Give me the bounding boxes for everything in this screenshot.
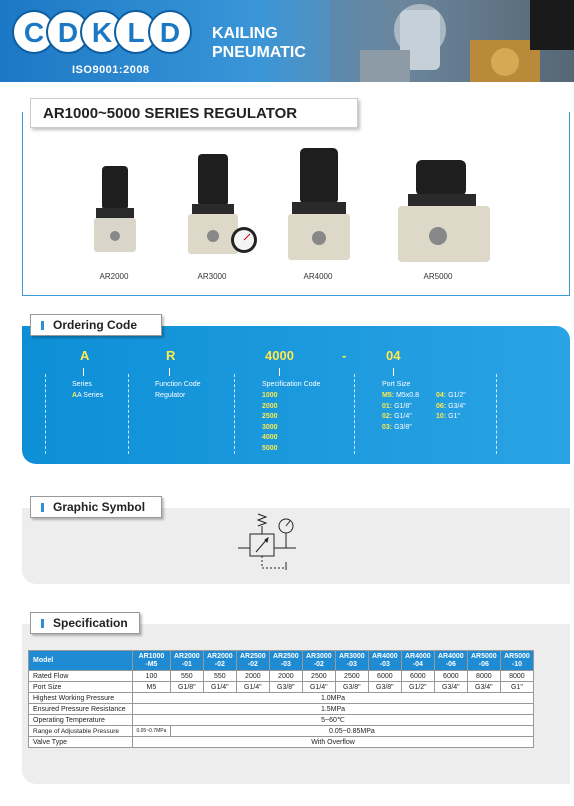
company-logo — [8, 6, 198, 58]
table-row — [29, 715, 534, 726]
model-cell: AR4000 -03 — [368, 651, 401, 671]
graphic-symbol-heading: Graphic Symbol — [53, 500, 146, 514]
port-option: 01: G1/8" — [382, 402, 412, 410]
series-value: AA Series — [72, 392, 104, 399]
function-heading: Function Code — [155, 381, 201, 388]
section-marker-icon — [41, 503, 44, 512]
table-cell: 100 — [133, 671, 171, 682]
iso-certification: ISO9001:2008 — [72, 64, 150, 76]
table-row — [29, 704, 534, 715]
model-cell: AR2500 -03 — [269, 651, 302, 671]
row-label: Ensured Pressure Resistance — [29, 704, 133, 715]
page-header — [0, 0, 574, 82]
spec-values — [262, 391, 278, 454]
table-cell: 8000 — [500, 671, 533, 682]
ordering-code-panel — [22, 326, 570, 464]
svg-text:D: D — [57, 17, 79, 48]
table-cell: 2500 — [302, 671, 335, 682]
table-cell: 2500 — [335, 671, 368, 682]
ordering-code-tab — [30, 314, 162, 336]
table-cell: G3/4" — [467, 682, 500, 693]
ar3000-image — [188, 154, 257, 254]
port-option: 02: G1/4" — [382, 413, 412, 420]
table-cell: G3/8" — [368, 682, 401, 693]
tick — [83, 368, 84, 376]
spec-value: 5000 — [262, 444, 278, 452]
product-label-ar5000: AR5000 — [423, 272, 453, 281]
row-label: Port Size — [29, 682, 133, 693]
model-cell: AR1000 -M5 — [133, 651, 171, 671]
divider — [45, 374, 46, 454]
page-title: AR1000~5000 SERIES REGULATOR — [43, 105, 298, 122]
table-cell: 550 — [203, 671, 236, 682]
model-cell: AR2000 -01 — [170, 651, 203, 671]
table-cell: G3/8" — [269, 682, 302, 693]
row-label: Rated Flow — [29, 671, 133, 682]
model-cell: AR5000 -06 — [467, 651, 500, 671]
table-cell: 0.05~0.85MPa — [170, 726, 533, 737]
tick — [393, 368, 394, 376]
model-cell: AR5000 -10 — [500, 651, 533, 671]
table-cell: 5~60℃ — [133, 715, 534, 726]
ar4000-image — [288, 148, 350, 260]
svg-text:K: K — [91, 17, 113, 48]
regulator-symbol-icon — [236, 512, 306, 578]
code-dash: - — [342, 348, 347, 363]
brand-line-2: PNEUMATIC — [212, 44, 306, 61]
table-cell: 550 — [170, 671, 203, 682]
row-label: Highest Working Pressure — [29, 693, 133, 704]
model-cell: AR3000 -03 — [335, 651, 368, 671]
code-port: 04 — [386, 348, 401, 363]
product-label-ar2000: AR2000 — [99, 272, 129, 281]
graphic-symbol-tab — [30, 496, 162, 518]
series-title-box — [30, 98, 358, 128]
port-option: 06: G3/4" — [436, 402, 466, 410]
table-cell: 6000 — [368, 671, 401, 682]
model-cell: AR4000 -06 — [434, 651, 467, 671]
port-option: 10: G1" — [436, 413, 460, 420]
port-col-2 — [436, 391, 466, 423]
series-heading: Series — [72, 381, 92, 388]
table-cell: G3/4" — [434, 682, 467, 693]
section-marker-icon — [41, 619, 44, 628]
table-cell: 6000 — [434, 671, 467, 682]
ordering-code-heading: Ordering Code — [53, 318, 138, 332]
section-marker-icon — [41, 321, 44, 330]
row-label: Range of Adjustable Pressure — [29, 726, 133, 737]
model-cell: AR4000 -04 — [401, 651, 434, 671]
table-cell: G1/4" — [302, 682, 335, 693]
product-label-ar3000: AR3000 — [197, 272, 227, 281]
table-row — [29, 693, 534, 704]
table-cell: G1/8" — [170, 682, 203, 693]
svg-text:C: C — [23, 17, 45, 48]
spec-value: 4000 — [262, 434, 278, 441]
port-col-1 — [382, 391, 419, 433]
table-cell: G3/8" — [335, 682, 368, 693]
divider — [496, 374, 497, 454]
model-cell: AR3000 -02 — [302, 651, 335, 671]
port-option: 03: G3/8" — [382, 423, 412, 431]
specification-tab — [30, 612, 140, 634]
spec-heading: Specification Code — [262, 381, 321, 388]
table-cell: 6000 — [401, 671, 434, 682]
brand-name — [212, 24, 306, 62]
spec-value: 2000 — [262, 402, 278, 410]
table-cell: 8000 — [467, 671, 500, 682]
spec-value: 3000 — [262, 423, 278, 431]
table-row — [29, 682, 534, 693]
divider — [128, 374, 129, 454]
svg-text:L: L — [127, 17, 145, 48]
header-valve-image — [330, 0, 574, 82]
tick — [169, 368, 170, 376]
table-cell: 2000 — [236, 671, 269, 682]
code-spec: 4000 — [265, 348, 294, 363]
divider — [354, 374, 355, 454]
product-label-ar4000: AR4000 — [303, 272, 333, 281]
table-cell: 2000 — [269, 671, 302, 682]
table-row — [29, 737, 534, 748]
product-images — [22, 140, 570, 290]
ar2000-image — [94, 166, 136, 252]
ar5000-image — [398, 160, 490, 262]
port-heading: Port Size — [382, 381, 411, 388]
table-cell: 1.0MPa — [133, 693, 534, 704]
specification-table — [28, 650, 534, 748]
table-cell: G1" — [500, 682, 533, 693]
table-cell: 1.5MPa — [133, 704, 534, 715]
code-series: A — [80, 348, 90, 363]
code-function: R — [166, 348, 176, 363]
model-label: Model — [29, 651, 133, 671]
spec-value: 2500 — [262, 413, 278, 420]
table-cell: 0.05~0.7MPa — [133, 726, 171, 737]
row-label: Valve Type — [29, 737, 133, 748]
table-cell: M5 — [133, 682, 171, 693]
table-cell: G1/4" — [236, 682, 269, 693]
svg-text:D: D — [159, 17, 181, 48]
table-cell: G1/2" — [401, 682, 434, 693]
table-cell: G1/4" — [203, 682, 236, 693]
table-cell: With Overflow — [133, 737, 534, 748]
row-label: Operating Temperature — [29, 715, 133, 726]
specification-heading: Specification — [53, 616, 128, 630]
divider — [234, 374, 235, 454]
function-value: Regulator — [155, 392, 186, 399]
spec-value: 1000 — [262, 392, 278, 399]
model-cell: AR2000 -02 — [203, 651, 236, 671]
table-header-row — [29, 651, 534, 671]
table-row — [29, 726, 534, 737]
model-cell: AR2500 -02 — [236, 651, 269, 671]
tick — [279, 368, 280, 376]
port-option: 04: G1/2" — [436, 392, 466, 399]
port-option: M5: M5x0.8 — [382, 392, 419, 399]
table-row — [29, 671, 534, 682]
brand-line-1: KAILING — [212, 25, 278, 42]
